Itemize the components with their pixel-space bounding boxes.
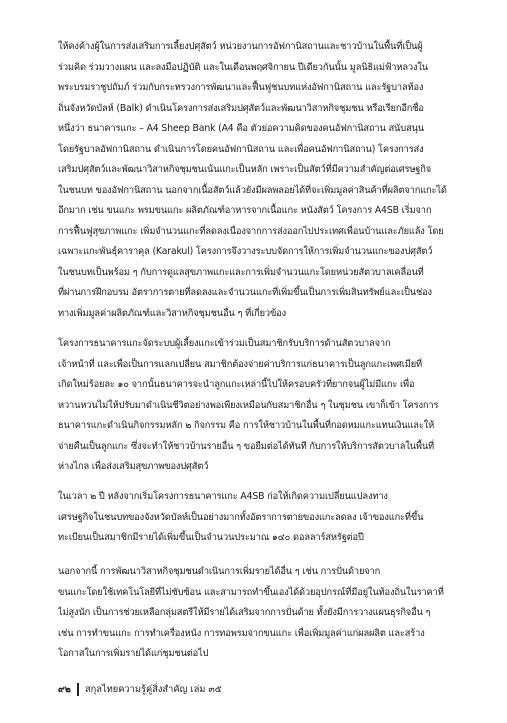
text-line: ธนาคารแกะดำเนินกิจกรรมหลัก ๒ กิจกรรม คือ การให้ชาวบ้านในพื้นที่กอดหมแกะแทนเงินและให้ xyxy=(58,420,435,431)
text-line: จ่ายคืนเป็นลูกแกะ ซึ่งจะทำให้ชาวบ้านรายอื่น ๆ ขอยืมต่อได้ทันที กับการให้บริการสัตวบาลในพื้นที่ xyxy=(58,440,435,452)
text-line: หนึ่งว่า ธนาคารแกะ – A4 Sheep Bank (A4 คือ ตัวย่อความคิดของคนอัฟกานิสถาน สนับสนุน xyxy=(58,123,424,134)
text-line: นอกจากนี้ การพัฒนาวิสาหกิจชุมชนดำเนินการเพิ่มรายได้อื่น ๆ เช่น การปั่นด้ายจาก xyxy=(58,566,381,577)
text-line: เจ้าหน้าที่ และเพื่อเป็นการแลกเปลี่ยน สมาชิกต้องจ่ายค่าบริการแก่ธนาคารเป็นลูกแกะเพศเมียที่ xyxy=(58,358,423,370)
paragraph-1 xyxy=(58,37,456,324)
text-line: การฟื้นฟูสุขภาพแกะ เพิ่มจำนวนแกะที่ลดลงเนื่องจากการส่งออกไปประเทศเพื่อนบ้านและภัยแล้ง โดย xyxy=(58,225,444,237)
text-line: เกิดใหม่ร้อยละ ๑๐ จากนั้นธนาคารจะนำลูกแกะเหล่านี้ไปให้ครอบครัวที่ยากจนผู้ไม่มีแกะ เพื่อ xyxy=(58,379,415,390)
page-footer xyxy=(58,681,222,697)
text-line: พระบรมราชูปถัมภ์ ร่วมกับกระทรวงการพัฒนาและฟื้นฟูชนบทแห่งอัฟกานิสถาน และรัฐบาลท้อง xyxy=(58,82,424,93)
text-line: ให้คงค้างผู้ในการส่งเสริมการเลี้ยงปศุสัตว์ หน่วยงานการอัฟกานิสถานและชาวบ้านในพื้นที่เป็นผู้ xyxy=(58,41,423,52)
text-line: อีกมาก เช่น ขนแกะ พรมขนแกะ ผลิตภัณฑ์อาหารจากเนื้อแกะ หนังสัตว์ โครงการ A4SB เริ่มจาก xyxy=(58,205,432,216)
footer-divider xyxy=(77,683,79,696)
paragraph-2 xyxy=(58,334,456,478)
text-line: โดยรัฐบาลอัฟกานิสถาน ดำเนินการโดยคนอัฟกานิสถาน และเพื่อคนอัฟกานิสถาน) โครงการส่ง xyxy=(58,143,424,155)
text-line: โครงการธนาคารแกะจัดระบบผู้เลี้ยงแกะเข้าร่วมเป็นสมาชิกรับบริการด้านสัตวบาลจาก xyxy=(58,338,391,349)
paragraph-4 xyxy=(58,562,456,665)
text-line: ร่วมคิด ร่วมวางแผน และลงมือปฏิบัติ และในเดือนพฤศจิกายน ปีเดียวกันนั้น มูลนิธิแม่ฟ้าหลวงใน xyxy=(58,61,428,73)
paragraph-3 xyxy=(58,487,456,549)
text-line: ทางเพิ่มมูลค่าผลิตภัณฑ์และวิสาหกิจชุมชนอื่น ๆ ที่เกี่ยวข้อง xyxy=(58,307,286,319)
text-line: เฉพาะแกะพันธุ์คาราคุล (Karakul) โครงการจึงวางระบบจัดการให้การเพิ่มจำนวนแกะของปศุสัตว์ xyxy=(58,246,433,257)
text-line: ทะเบียนเป็นสมาชิกมีรายได้เพิ่มขึ้นเป็นจำนวนประมาณ ๑๔๐ ดอลลาร์สหรัฐต่อปี xyxy=(58,532,364,543)
page-number: ๙๒ xyxy=(58,683,71,695)
text-line: ไม่สูงนัก เป็นการช่วยเหลือกลุ่มสตรีให้มีรายได้เสริมจากการปั่นด้าย ทั้งยังมีการวางแผนธุรกิจอื่น ๆ xyxy=(58,607,431,618)
text-line: ในชนบท ของอัฟกานิสถาน นอกจากเนื้อสัตว์แล้วยังมีผลพลอยได้ที่จะเพิ่มมูลค่าสินค้าที่ผลิตจากแกะได้ xyxy=(58,184,447,196)
text-line: ที่ผ่านการฝึกอบรม อัตราการตายที่ลดลงและจำนวนแกะที่เพิ่มขึ้นเป็นการเพิ่มสินทรัพย์และเป็นช่อง xyxy=(58,287,432,298)
text-line: เช่น การทำขนแกะ การทำเครื่องหนัง การทอพรมจากขนแกะ เพื่อเพิ่มมูลค่าแก่ผลผลิต และสร้าง xyxy=(58,627,425,639)
text-line: โอกาสในการเพิ่มรายได้แก่ชุมชนต่อไป xyxy=(58,648,209,659)
text-line: ในชนบทเป็นพร้อม ๆ กับการดูแลสุขภาพแกะและการเพิ่มจำนวนแกะโดยหน่วยสัตวบาลเคลื่อนที่ xyxy=(58,266,424,278)
text-line: ในเวลา ๒ ปี หลังจากเริ่มโครงการธนาคารแกะ A4SB ก่อให้เกิดความเปลี่ยนแปลงทาง xyxy=(58,491,388,502)
text-line: เศรษฐกิจในชนบทของจังหวัดบัลห์เป็นอย่างมากทั้งอัตราการตายของแกะลดลง เจ้าของแกะที่ขึ้น xyxy=(58,511,424,523)
text-line: เสริมปศุสัตว์และพัฒนาวิสาหกิจชุมชนเน้นแกะเป็นหลัก เพราะเป็นสัตว์ที่มีความสำคัญต่อเศรษฐกิจ xyxy=(58,164,432,175)
text-line: ห่างไกล เพื่อส่งเสริมสุขภาพของปศุสัตว์ xyxy=(58,461,209,472)
text-line: หวานหวนไม่ให้ปรับมาดำเนินชีวิตอย่างพอเพียงเหมือนกับสมาชิกอื่น ๆ ในชุมชน เขาก็เข้า โครงการ xyxy=(58,399,439,411)
text-line: ขนแกะโดยใช้เทคโนโลยีที่ไม่ซับซ้อน และสามารถทำขึ้นเองได้ด้วยอุปกรณ์ที่มีอยู่ในท้องถิ่นในราคาที่ xyxy=(58,586,444,598)
text-line: ถิ่นจังหวัดบัลห์ (Balk) ดำเนินโครงการส่งเสริมปศุสัตว์และพัฒนาวิสาหกิจชุมชน หรือเรียกอีกชื่อ xyxy=(58,102,424,114)
series-title: สกุลไทยความรู้คู่สิ่งสำคัญ เล่ม ๓๕ xyxy=(84,683,222,695)
